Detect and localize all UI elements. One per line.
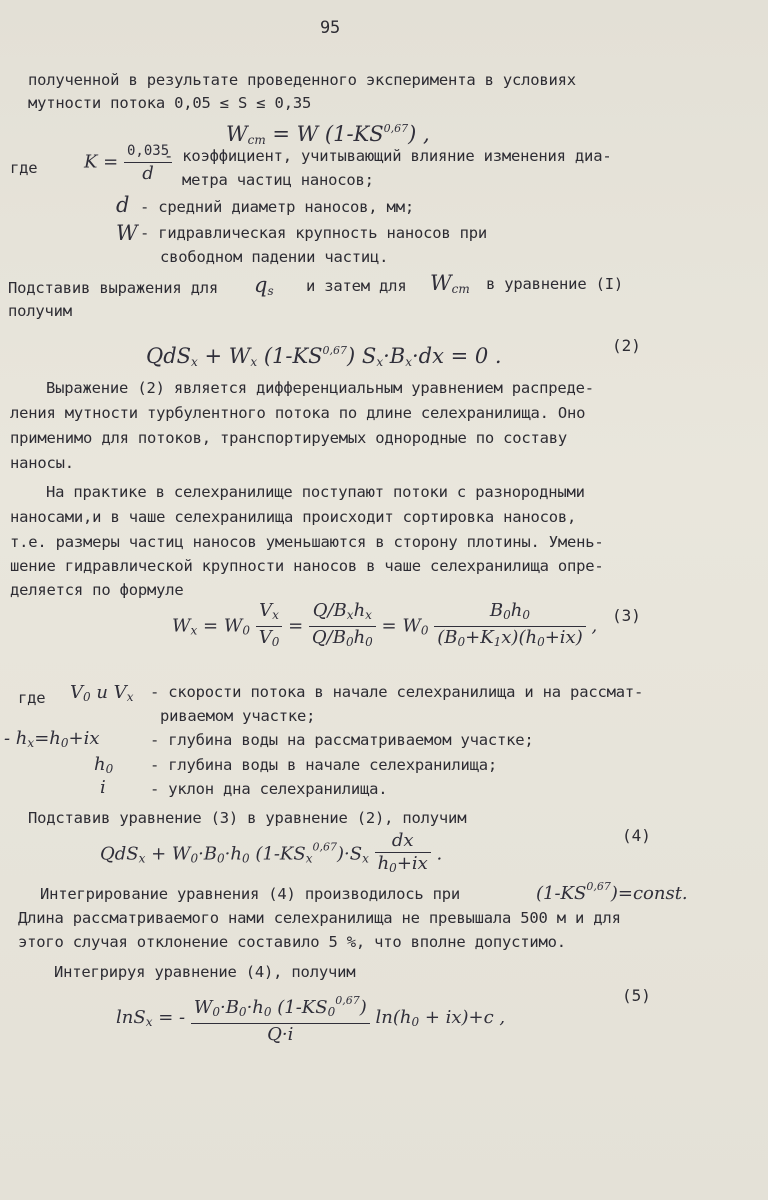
obtain-label-1: получим bbox=[8, 302, 72, 320]
equation-3: $W_x = W_0$ $\frac{V_x}{V_0}$ = $\frac{Q/B_xh_x}{Q/B_0h_0}$ = $W_0$ $\frac{B_0h_0}{(B_0+K_1x)(h_0+ix)}$ , bbox=[172, 600, 598, 649]
paragraph-2-line-5: деляется по формуле bbox=[10, 581, 184, 599]
v-description-1: - скорости потока в начале селехранилища и на рассмат- bbox=[150, 683, 644, 701]
w-description-2: свободном падении частиц. bbox=[160, 248, 389, 266]
formula-k-definition: K = $\frac{0,035}{d}$ bbox=[84, 140, 172, 185]
equation-5: lnS$_x$ = - $\frac{W_0\cdot B_0\cdot h_0 (1-KS_0^{0,67})}{Q\cdot i}$ $\ln(h_0 + ix)+c$ , bbox=[116, 990, 505, 1046]
page-number: 95 bbox=[320, 18, 341, 38]
where-label-1: где bbox=[10, 159, 38, 177]
symbol-d: d bbox=[116, 193, 130, 217]
equation-number-5: (5) bbox=[622, 986, 651, 1005]
paragraph-2-line-1: На практике в селехранилище поступают потоки с разнородными bbox=[46, 483, 585, 501]
paragraph-2-line-4: шение гидравлической крупности наносов в чаше селехранилища опре- bbox=[10, 557, 604, 575]
equation-number-2: (2) bbox=[612, 336, 641, 355]
text-line-1: полученной в результате проведенного эксперимента в условиях bbox=[28, 71, 576, 89]
paragraph-2-line-2: наносами,и в чаше селехранилища происходит сортировка наносов, bbox=[10, 508, 577, 526]
substitution-line-c: в уравнение (I) bbox=[486, 275, 623, 293]
k-description-2: метра частиц наносов; bbox=[182, 171, 374, 189]
paragraph-4: Интегрируя уравнение (4), получим bbox=[54, 963, 356, 981]
v-description-2: риваемом участке; bbox=[160, 707, 316, 725]
h0-description: - глубина воды в начале селехранилища; bbox=[150, 756, 498, 774]
equation-4: $QdS_x + W_0\cdot B_0\cdot h_0$ $(1-KS_x^{0,67})\cdot S_x$ $\frac{dx}{h_0+ix}$ . bbox=[100, 830, 443, 875]
equation-number-3: (3) bbox=[612, 606, 641, 625]
d-description: - средний диаметр наносов, мм; bbox=[140, 198, 414, 216]
equation-number-4: (4) bbox=[622, 826, 651, 845]
substitution-line-2: Подставив уравнение (3) в уравнение (2), получим bbox=[28, 809, 467, 827]
paragraph-3-line-1: Интегрирование уравнения (4) производилось при bbox=[40, 885, 461, 903]
paragraph-1-line-4: наносы. bbox=[10, 454, 74, 472]
h-description: - глубина воды на рассматриваемом участке; bbox=[150, 731, 534, 749]
i-description: - уклон дна селехранилища. bbox=[150, 780, 388, 798]
paragraph-3-line-2: Длина рассматриваемого нами селехранилища не превышала 500 м и для bbox=[18, 909, 621, 927]
symbol-h0: $h_0$ bbox=[94, 754, 114, 776]
w-description-1: - гидравлическая крупность наносов при bbox=[140, 224, 488, 242]
equation-2: $QdS_x + W_x$ (1-KS$^{0,67}$) $S_x\cdot B_x\cdot dx = 0$ . bbox=[146, 344, 502, 369]
paragraph-1-line-2: ления мутности турбулентного потока по длине селехранилища. Оно bbox=[10, 404, 586, 422]
k-description-1: - коэффициент, учитывающий влияние изменения диа- bbox=[164, 147, 612, 165]
paragraph-1-line-1: Выражение (2) является дифференциальным уравнением распреде- bbox=[46, 379, 594, 397]
paragraph-2-line-3: т.е. размеры частиц наносов уменьшаются в сторону плотины. Умень- bbox=[10, 533, 604, 551]
formula-hx-definition: - $h_x=h_0+ix$ bbox=[4, 728, 100, 750]
symbol-wst: $W_{ст}$ bbox=[430, 271, 470, 296]
paragraph-3-line-3: этого случая отклонение составило 5 %, что вполне допустимо. bbox=[18, 933, 566, 951]
symbol-w: W bbox=[116, 221, 138, 245]
text-line-2: мутности потока 0,05 ≤ S ≤ 0,35 bbox=[28, 94, 312, 112]
paragraph-1-line-3: применимо для потоков, транспортируемых однородные по составу bbox=[10, 429, 568, 447]
constant-condition: (1-KS$^{0,67}$)=const. bbox=[536, 880, 688, 904]
formula-wst: $W_{ст} = W$ (1-KS$^{0,67}$) , bbox=[226, 122, 430, 147]
substitution-line-b: и затем для bbox=[306, 277, 407, 295]
substitution-line-a: Подставив выражения для bbox=[8, 279, 219, 297]
where-label-2: где bbox=[18, 689, 46, 707]
symbol-v0-vx: $V_0$ u $V_x$ bbox=[70, 682, 134, 704]
symbol-i: i bbox=[100, 777, 106, 798]
symbol-qs: $q_s$ bbox=[254, 273, 274, 298]
